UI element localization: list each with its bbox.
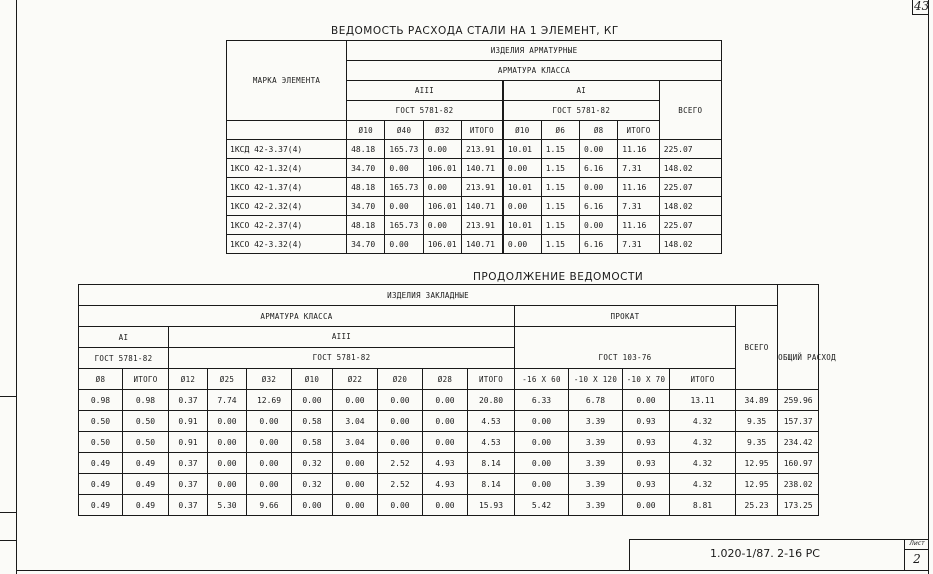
- title-block-sheet-label: Лист: [905, 539, 929, 550]
- table-row: [79, 390, 819, 411]
- table1-col-header: Ø10: [347, 121, 385, 140]
- table2-col-header: ИТОГО: [468, 369, 515, 390]
- table-row: [79, 453, 819, 474]
- table2-cell: 0.00: [247, 411, 292, 432]
- table1-cell: 165.73: [385, 140, 423, 159]
- table-row: [227, 140, 722, 159]
- table2-cell: 0.49: [79, 495, 123, 516]
- table2-cell: 0.00: [515, 432, 569, 453]
- table2-col-header: -10 Х 70: [623, 369, 670, 390]
- table2-header-aiii-gost: [169, 327, 515, 369]
- table2-cell: 0.00: [247, 474, 292, 495]
- title-block: [629, 539, 929, 571]
- table2-cell: 6.78: [569, 390, 623, 411]
- table2-cell: 0.00: [333, 390, 378, 411]
- table2-cell: 0.00: [423, 411, 468, 432]
- table1-cell: 140.71: [461, 197, 502, 216]
- table2-cell: 4.53: [468, 411, 515, 432]
- table1-header-gost-aiii: ГОСТ 5781-82: [347, 101, 503, 121]
- table2-cell: 0.91: [169, 411, 208, 432]
- table2-cell: 0.49: [79, 453, 123, 474]
- table2-cell: 3.04: [333, 411, 378, 432]
- table2-header-products: ИЗДЕЛИЯ ЗАКЛАДНЫЕ: [79, 285, 778, 306]
- table2-cell: 0.50: [79, 432, 123, 453]
- table2-cell: 160.97: [778, 453, 819, 474]
- table1-cell: 1.15: [541, 159, 579, 178]
- table2-cell: 5.42: [515, 495, 569, 516]
- table2-cell: 259.96: [778, 390, 819, 411]
- frame-corner-box-left: [912, 0, 913, 14]
- table2-cell: 0.93: [623, 453, 670, 474]
- table2-cell: 0.32: [292, 474, 333, 495]
- table1-cell: 0.00: [423, 216, 461, 235]
- table1-cell: 0.00: [579, 178, 617, 197]
- table2-col-header: Ø32: [247, 369, 292, 390]
- table1-cell: 0.00: [579, 140, 617, 159]
- table1-cell: 0.00: [385, 197, 423, 216]
- table1-cell-mark: 1КСО 42-2.37(4): [227, 216, 347, 235]
- table2-cell: 0.00: [333, 474, 378, 495]
- table1-cell: 11.16: [618, 140, 659, 159]
- table1-cell: 0.00: [503, 235, 541, 254]
- table2-col-header: Ø25: [208, 369, 247, 390]
- table1-cell-mark: 1КСО 42-3.32(4): [227, 235, 347, 254]
- table1-cell: 7.31: [618, 235, 659, 254]
- table2-cell: 0.00: [247, 432, 292, 453]
- table1-header-mark: МАРКА ЭЛЕМЕНТА: [227, 41, 347, 121]
- table1-cell: 106.01: [423, 235, 461, 254]
- table2-cell: 0.58: [292, 432, 333, 453]
- table-row: [227, 235, 722, 254]
- table1-header-gost-ai: ГОСТ 5781-82: [503, 101, 659, 121]
- table2-cell: 3.39: [569, 453, 623, 474]
- table2-cell: 0.00: [333, 453, 378, 474]
- table-row: [79, 432, 819, 453]
- table2-cell: 0.00: [515, 474, 569, 495]
- table2-cell: 3.39: [569, 474, 623, 495]
- table2-col-header: Ø28: [423, 369, 468, 390]
- table1-cell: 11.16: [618, 216, 659, 235]
- binding-strip-divider-2: [0, 540, 16, 541]
- table2-cell: 4.32: [670, 432, 736, 453]
- table2-cell: 0.00: [515, 453, 569, 474]
- table2-cell: 0.00: [208, 474, 247, 495]
- table2-cell: 0.50: [123, 432, 169, 453]
- table1-cell: 11.16: [618, 178, 659, 197]
- table1-cell: 225.07: [659, 140, 721, 159]
- table1-cell: 48.18: [347, 178, 385, 197]
- table2-cell: 0.00: [623, 390, 670, 411]
- table2-col-header: ИТОГО: [670, 369, 736, 390]
- table2-header-total: ВСЕГО: [736, 306, 778, 390]
- table2-header-gost-aiii: ГОСТ 5781-82: [312, 353, 371, 362]
- table1-cell: 106.01: [423, 159, 461, 178]
- table2-cell: 0.98: [79, 390, 123, 411]
- table2-cell: 0.93: [623, 432, 670, 453]
- table2-cell: 0.49: [79, 474, 123, 495]
- binding-strip-divider: [0, 512, 16, 513]
- table1-col-header: ИТОГО: [618, 121, 659, 140]
- table2-cell: 6.33: [515, 390, 569, 411]
- table1-cell: 140.71: [461, 235, 502, 254]
- table2-cell: 0.49: [123, 453, 169, 474]
- table2-cell: 0.93: [623, 411, 670, 432]
- table1-cell: 0.00: [423, 178, 461, 197]
- table2-cell: 0.00: [378, 495, 423, 516]
- table2-cell: 4.32: [670, 411, 736, 432]
- table2-header-class: АРМАТУРА КЛАССА: [79, 306, 515, 327]
- table2-col-header: Ø8: [79, 369, 123, 390]
- table2-cell: 0.00: [208, 411, 247, 432]
- table2-cell: 0.00: [378, 390, 423, 411]
- table2-header-grand-top: [778, 285, 819, 327]
- table1-col-header: Ø32: [423, 121, 461, 140]
- table2-header-gost-ai: ГОСТ 5781-82: [79, 348, 169, 369]
- table1-cell-mark: 1КСД 42-3.37(4): [227, 140, 347, 159]
- table1-cell: 1.15: [541, 178, 579, 197]
- table1-cell: 34.70: [347, 197, 385, 216]
- table2-col-header: Ø20: [378, 369, 423, 390]
- table1-title: ВЕДОМОСТЬ РАСХОДА СТАЛИ НА 1 ЭЛЕМЕНТ, КГ: [331, 25, 619, 37]
- table1-cell: 48.18: [347, 216, 385, 235]
- table2-cell: 0.32: [292, 453, 333, 474]
- table1-cell: 0.00: [503, 197, 541, 216]
- table2-cell: 0.93: [623, 474, 670, 495]
- table2-cell: 0.00: [292, 495, 333, 516]
- table1-cell: 148.02: [659, 197, 721, 216]
- table2-cell: 0.37: [169, 495, 208, 516]
- table2-cell: 2.52: [378, 474, 423, 495]
- table2-cell: 4.93: [423, 474, 468, 495]
- table1-cell-mark: 1КСО 42-1.37(4): [227, 178, 347, 197]
- table2-cell: 0.49: [123, 495, 169, 516]
- table2-cell: 0.00: [623, 495, 670, 516]
- table2-header-gost-rolled: [515, 327, 736, 369]
- table1-cell: 0.00: [579, 216, 617, 235]
- table2-cell: 0.00: [423, 432, 468, 453]
- table-row: [227, 197, 722, 216]
- table1-cell: 7.31: [618, 159, 659, 178]
- table1-cell: 213.91: [461, 216, 502, 235]
- table2-cell: 4.53: [468, 432, 515, 453]
- table2-cell: 3.39: [569, 411, 623, 432]
- table1-header-aiii: АIII: [347, 81, 503, 101]
- table2-header-ai: АI: [79, 327, 169, 348]
- table-row: [79, 474, 819, 495]
- table2-header-grand: ОБЩИЙ РАСХОД: [778, 327, 819, 390]
- table2-cell: 7.74: [208, 390, 247, 411]
- frame-corner-box-bottom: [912, 14, 929, 15]
- table1-header-ai: АI: [503, 81, 659, 101]
- table1-cell-mark: 1КСО 42-1.32(4): [227, 159, 347, 178]
- title-block-sheet-number: 2: [913, 552, 921, 566]
- table2-header-gost-rolled-label: ГОСТ 103-76: [598, 353, 652, 362]
- table2-cell: 0.00: [423, 390, 468, 411]
- table1-cell: 0.00: [423, 140, 461, 159]
- table2-cell: 0.00: [333, 495, 378, 516]
- table2-col-header: Ø10: [292, 369, 333, 390]
- table2-col-header: Ø12: [169, 369, 208, 390]
- table2-col-header: ИТОГО: [123, 369, 169, 390]
- table2-cell: 0.00: [423, 495, 468, 516]
- table2-cell: 0.00: [378, 432, 423, 453]
- table1-cell: 10.01: [503, 140, 541, 159]
- page-corner-number: 43: [914, 0, 930, 13]
- table1-cell: 165.73: [385, 178, 423, 197]
- table2-cell: 3.04: [333, 432, 378, 453]
- table2-cell: 5.30: [208, 495, 247, 516]
- table2-cell: 20.80: [468, 390, 515, 411]
- table-row: [79, 495, 819, 516]
- table1-cell: 10.01: [503, 178, 541, 197]
- table1-cell: 213.91: [461, 178, 502, 197]
- table2-cell: 0.00: [208, 453, 247, 474]
- table1-cell: 225.07: [659, 216, 721, 235]
- table2-cell: 0.00: [208, 432, 247, 453]
- frame-right-border: [928, 0, 929, 574]
- table1-cell: 106.01: [423, 197, 461, 216]
- table1-cell: 148.02: [659, 159, 721, 178]
- table1-cell: 0.00: [385, 235, 423, 254]
- table2-cell: 0.00: [247, 453, 292, 474]
- table2-cell: 238.02: [778, 474, 819, 495]
- table2-cell: 0.37: [169, 390, 208, 411]
- table2-cell: 9.66: [247, 495, 292, 516]
- table1-cell: 7.31: [618, 197, 659, 216]
- table2-cell: 8.14: [468, 453, 515, 474]
- table2-cell: 2.52: [378, 453, 423, 474]
- table2-cell: 0.58: [292, 411, 333, 432]
- table2-cell: 0.37: [169, 453, 208, 474]
- table1-cell: 6.16: [579, 159, 617, 178]
- table1-cell: 140.71: [461, 159, 502, 178]
- table1-cell: 10.01: [503, 216, 541, 235]
- table1-cell: 165.73: [385, 216, 423, 235]
- table1-cell: 0.00: [503, 159, 541, 178]
- table1-cell: 34.70: [347, 235, 385, 254]
- table2-cell: 173.25: [778, 495, 819, 516]
- table-row: [227, 216, 722, 235]
- table1-cell: 225.07: [659, 178, 721, 197]
- table2-cell: 8.81: [670, 495, 736, 516]
- table1-col-header: Ø6: [541, 121, 579, 140]
- table1-header-products: ИЗДЕЛИЯ АРМАТУРНЫЕ: [347, 41, 722, 61]
- table2-cell: 0.50: [123, 411, 169, 432]
- table2-cell: 0.49: [123, 474, 169, 495]
- table2-cell: 9.35: [736, 411, 778, 432]
- table-row: [79, 411, 819, 432]
- table2-cell: 8.14: [468, 474, 515, 495]
- table2-cell: 12.69: [247, 390, 292, 411]
- table1-cell: 6.16: [579, 235, 617, 254]
- table2-col-header: -10 Х 120: [569, 369, 623, 390]
- table1-cell: 48.18: [347, 140, 385, 159]
- table2-header-aiii: АIII: [169, 327, 514, 348]
- table-row: [227, 159, 722, 178]
- table1-cell: 1.15: [541, 235, 579, 254]
- table1-header-class: АРМАТУРА КЛАССА: [347, 61, 722, 81]
- table2-cell: 4.32: [670, 474, 736, 495]
- table1-cell: 1.15: [541, 216, 579, 235]
- table1-steel-consumption: [226, 40, 722, 254]
- table1-header-total: ВСЕГО: [659, 81, 721, 140]
- table2-cell: 3.39: [569, 432, 623, 453]
- table1-cell: 34.70: [347, 159, 385, 178]
- table2-cell: 157.37: [778, 411, 819, 432]
- table2-cell: 0.91: [169, 432, 208, 453]
- table1-cell: 1.15: [541, 140, 579, 159]
- table2-cell: 0.00: [515, 411, 569, 432]
- table2-col-header: -16 Х 60: [515, 369, 569, 390]
- table1-col-header: ИТОГО: [461, 121, 502, 140]
- table2-cell: 12.95: [736, 474, 778, 495]
- title-block-sheet-cell: [904, 539, 929, 570]
- table1-cell: 213.91: [461, 140, 502, 159]
- table2-cell: 0.00: [378, 411, 423, 432]
- table1-cell-mark: 1КСО 42-2.32(4): [227, 197, 347, 216]
- table2-cell: 234.42: [778, 432, 819, 453]
- table1-cell: 0.00: [385, 159, 423, 178]
- table2-cell: 13.11: [670, 390, 736, 411]
- table2-steel-consumption-continued: [78, 284, 836, 516]
- table2-cell: 3.39: [569, 495, 623, 516]
- table2-cell: 0.00: [292, 390, 333, 411]
- table-row: [227, 178, 722, 197]
- table1-cell: 1.15: [541, 197, 579, 216]
- table2-title: ПРОДОЛЖЕНИЕ ВЕДОМОСТИ: [473, 271, 644, 283]
- table1-cell: 148.02: [659, 235, 721, 254]
- table2-cell: 12.95: [736, 453, 778, 474]
- table1-col-header: Ø8: [579, 121, 617, 140]
- table1-header-mark-spacer: [227, 121, 347, 140]
- table2-cell: 34.89: [736, 390, 778, 411]
- table1-col-header: Ø10: [503, 121, 541, 140]
- table2-cell: 0.50: [79, 411, 123, 432]
- table2-cell: 4.32: [670, 453, 736, 474]
- table2-cell: 9.35: [736, 432, 778, 453]
- table2-col-header: Ø22: [333, 369, 378, 390]
- table1-col-header: Ø40: [385, 121, 423, 140]
- table2-header-rolled: ПРОКАТ: [515, 306, 736, 327]
- table2-cell: 0.98: [123, 390, 169, 411]
- table1-cell: 6.16: [579, 197, 617, 216]
- table2-cell: 15.93: [468, 495, 515, 516]
- title-block-code: 1.020-1/87. 2-16 РС: [710, 547, 820, 560]
- binding-strip: [0, 396, 17, 571]
- table2-cell: 25.23: [736, 495, 778, 516]
- table2-cell: 4.93: [423, 453, 468, 474]
- table2-cell: 0.37: [169, 474, 208, 495]
